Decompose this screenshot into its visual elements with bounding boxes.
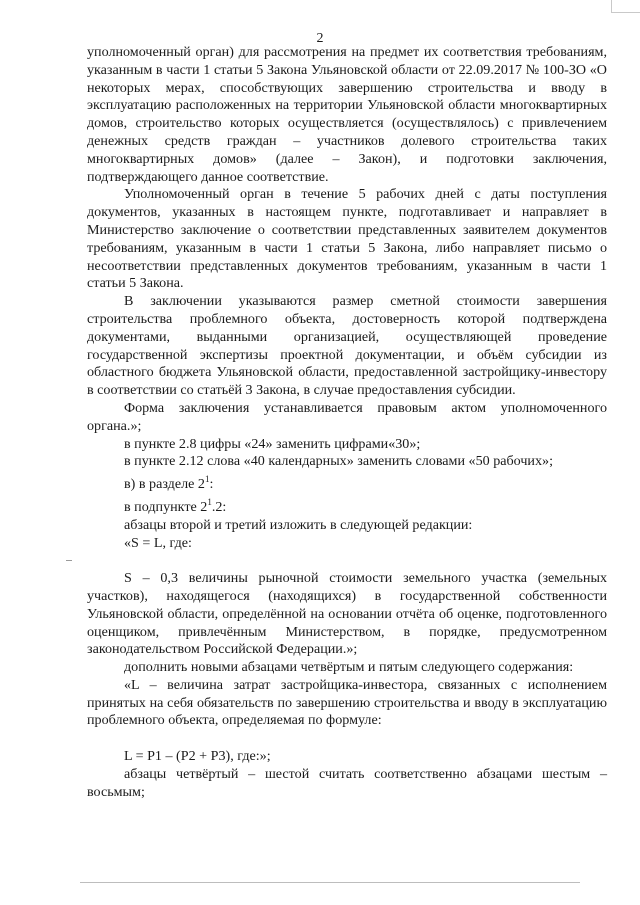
- paragraph-conclusion-deadline: Уполномоченный орган в течение 5 рабочих дней с даты поступления документов, указанных в настоящем пункте, подготавливает и направляет в Министерство заключение о соответствии представленных заявителем документов требованиям, указанным в части 1 статьи 5 Закона, либо направляет письмо о несоответствии представленных документов требованиям, указанным в части 1 статьи 5 Закона.: [87, 186, 607, 292]
- paragraph-l-definition: «L – величина затрат застройщика-инвестора, связанных с исполнением принятых на себя обязательств по завершению строительства и вводу в эксплуатацию проблемного объекта, определяемая по формуле:: [87, 676, 607, 729]
- formula-s-equals-l: «S = L, где:: [124, 534, 192, 551]
- paragraph-authorized-body-review: уполномоченный орган) для рассмотрения на предмет их соответствия требованиям, указанным в части 1 статьи 5 Закона Ульяновской области от 22.09.2017 № 100-ЗО «О некоторых мерах, способствующих завершению строительства и вводу в эксплуатацию расположенных на территории Ульяновской области многоквартирных домов, строительство которых осуществляется (осуществлялось) с привлечением денежных средств граждан – участников долевого строительства таких многоквартирных домов» (далее – Закон), и подготовки заключения, подтверждающего данное соответствие.: [87, 44, 607, 185]
- paragraph-conclusion-contents: В заключении указываются размер сметной стоимости завершения строительства проблемного объекта, достоверность которой подтверждена документами, выданными организацией, осуществляющей проведение государственной экспертизы проектной документации, и объём субсидии из областного бюджета Ульяновской области, предоставленной застройщику-инвестору в соответствии со статьёй 3 Закона, в случае предоставления субсидии.: [87, 293, 607, 399]
- paragraph-s-definition: S – 0,3 величины рыночной стоимости земельного участка (земельных участков), находящегося (находящихся) в государственной собственности Ульяновской области, определённой на основании отчёта об оценке, подготовленного оценщиком, привлечённым Министерством, в порядке, предусмотренном законодательством Российской Федерации.»;: [87, 570, 607, 658]
- paragraph-add-new-paragraphs: дополнить новыми абзацами четвёртым и пятым следующего содержания:: [124, 659, 574, 676]
- list-item-point-2-8: в пункте 2.8 цифры «24» заменить цифрами«30»;: [124, 435, 421, 452]
- list-item-subpoint-2-1-2: [87, 494, 607, 517]
- section-prefix: в) в разделе 2: [124, 476, 205, 493]
- blank-line: [87, 730, 607, 748]
- list-item-section-2-1: [87, 471, 607, 494]
- scan-bottom-rule: [80, 882, 580, 883]
- section-suffix: :: [209, 476, 214, 493]
- subpoint-suffix: .2:: [211, 498, 227, 515]
- document-body: [87, 44, 607, 801]
- page-number: 2: [316, 31, 324, 46]
- blank-line: [87, 552, 607, 570]
- list-item-paragraphs-new-edition: абзацы второй и третий изложить в следующей редакции:: [124, 516, 473, 533]
- scan-corner-mark: [611, 0, 640, 13]
- list-item-point-2-12: в пункте 2.12 слова «40 календарных» заменить словами «50 рабочих»;: [124, 453, 553, 470]
- subpoint-superscript: 1: [207, 496, 212, 507]
- subpoint-prefix: в подпункте 2: [124, 498, 208, 515]
- paragraph-renumber: абзацы четвёртый – шестой считать соответственно абзацами шестым – восьмым;: [87, 765, 607, 800]
- section-superscript: 1: [204, 474, 210, 485]
- formula-l-calculation: L = P1 – (P2 + P3), где:»;: [124, 748, 271, 765]
- paragraph-conclusion-form: Форма заключения устанавливается правовым актом уполномоченного органа.»;: [87, 399, 607, 434]
- scan-margin-mark: [66, 560, 72, 561]
